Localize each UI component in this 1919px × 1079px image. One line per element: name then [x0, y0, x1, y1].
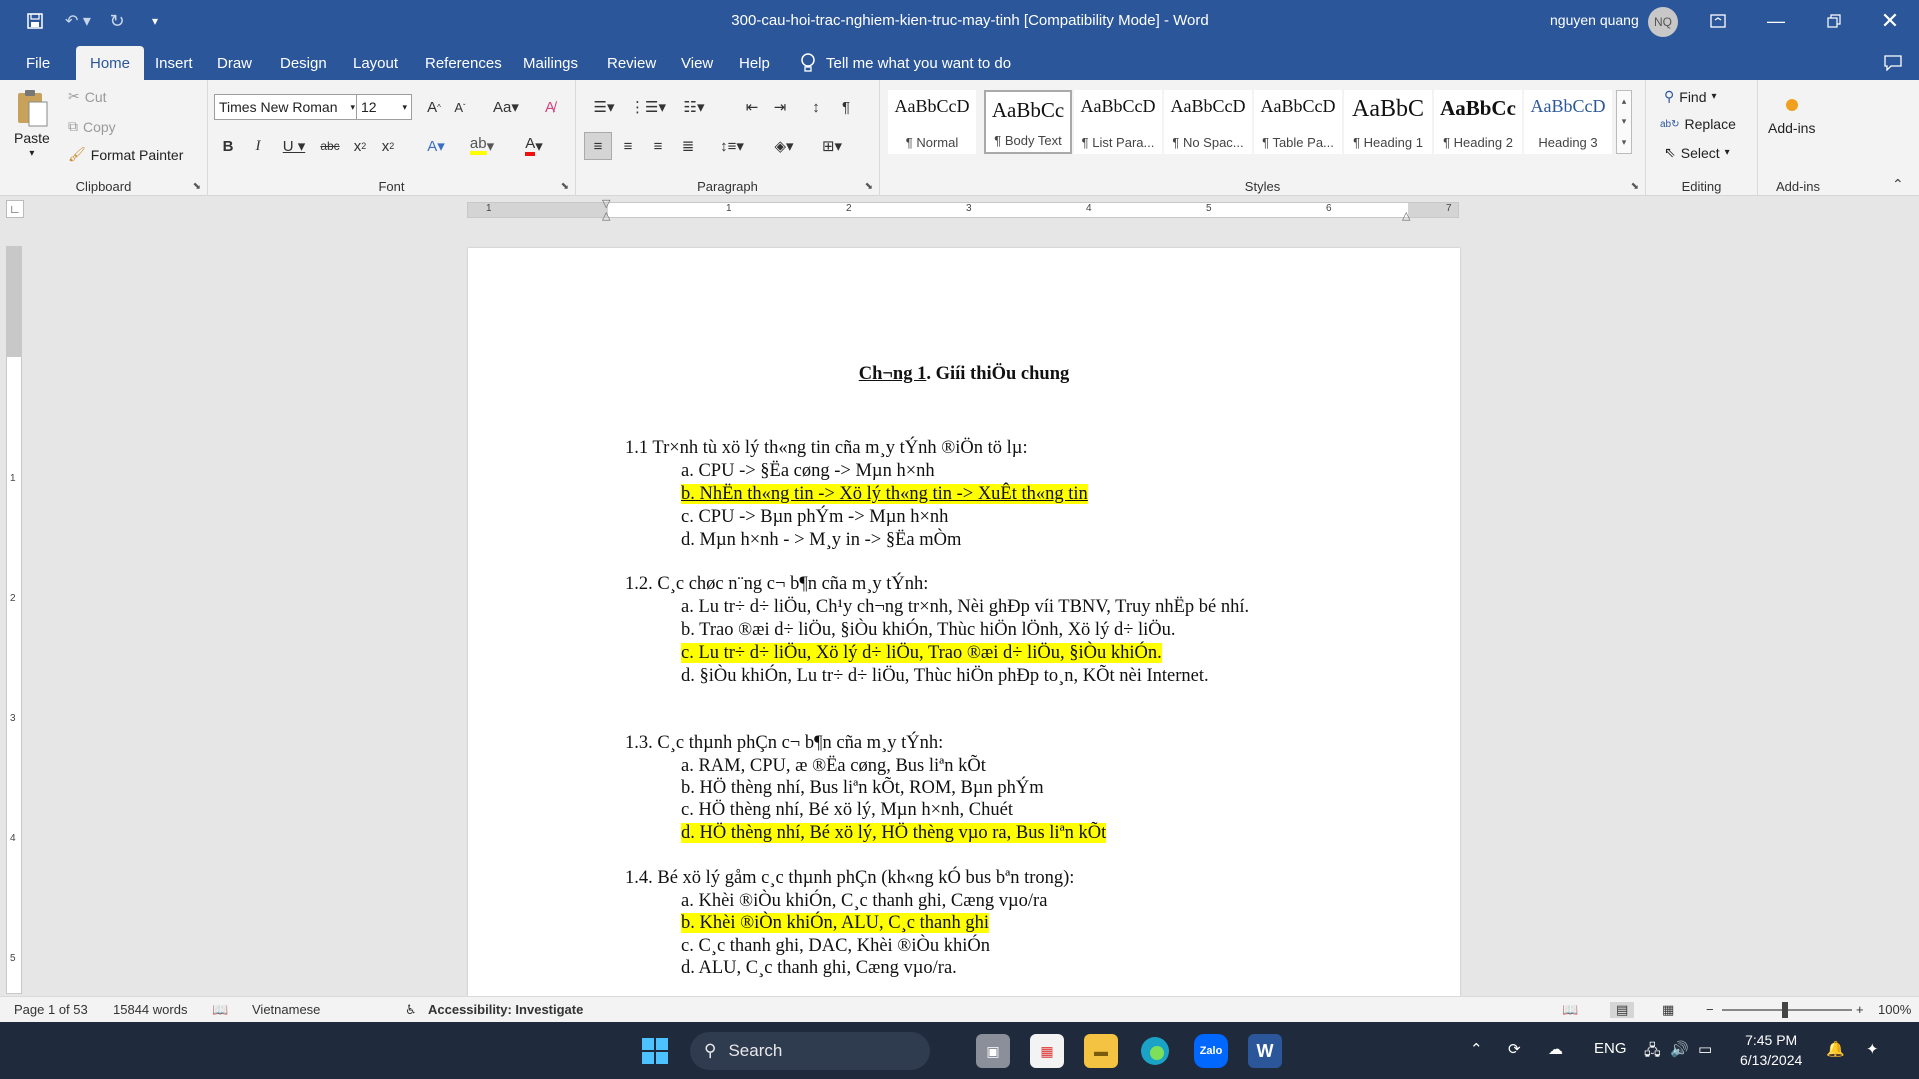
tab-home[interactable]: Home — [76, 46, 144, 80]
battery-icon[interactable]: ▭ — [1698, 1041, 1713, 1058]
tab-view[interactable]: View — [681, 54, 714, 72]
style-body-text[interactable] — [984, 90, 1072, 154]
font-family-value: Times New Roman — [219, 99, 338, 115]
style-preview: AaBbCcD — [1080, 96, 1156, 116]
undo-icon[interactable]: ↶ ▾ — [65, 13, 91, 30]
chapter-number: Ch¬ng 1 — [858, 364, 927, 384]
answer-option: a. Khèi ®iÒu khiÓn, C¸c thanh ghi, Cæng vµo/ra — [681, 891, 1048, 911]
bullets-icon[interactable]: ☰▾ — [593, 99, 615, 116]
align-left-icon[interactable]: ≡ — [584, 132, 612, 160]
scissors-icon: ✂ — [68, 88, 80, 104]
taskbar-search[interactable] — [690, 1032, 930, 1070]
bold-icon[interactable]: B — [222, 137, 234, 155]
style-preview: AaBbCcD — [1530, 96, 1606, 116]
hanging-indent-marker[interactable]: △ — [602, 210, 611, 222]
addins-icon — [1783, 96, 1801, 114]
restore-icon[interactable] — [1806, 0, 1862, 42]
web-layout-icon[interactable]: ▦ — [1662, 1002, 1675, 1017]
paragraph-group-label: Paragraph — [697, 179, 758, 194]
tell-me-box[interactable] — [800, 50, 1011, 76]
accessibility-status[interactable]: Accessibility: Investigate — [428, 1002, 584, 1017]
shading-icon[interactable]: ◈▾ — [774, 138, 794, 155]
ruler-tick: 4 — [10, 833, 16, 844]
chevron-up-icon[interactable]: ▴ — [1621, 95, 1627, 106]
style-name: ¶ Heading 2 — [1443, 135, 1513, 150]
notification-bell-icon[interactable]: 🔔 — [1826, 1041, 1845, 1058]
addins-group — [1758, 80, 1838, 196]
styles-group-label: Styles — [1244, 179, 1281, 194]
answer-option: d. ALU, C¸c thanh ghi, Cæng vµo/ra. — [681, 958, 957, 978]
file-explorer-icon[interactable]: ▬ — [1084, 1034, 1118, 1068]
tell-me-text: Tell me what you want to do — [826, 54, 1012, 72]
style-name: ¶ Table Pa... — [1262, 135, 1334, 150]
styles-group — [880, 80, 1646, 196]
answer-option: a. RAM, CPU, æ ®Ëa cøng, Bus liªn kÕt — [681, 756, 986, 776]
style-preview: AaBbCcD — [894, 96, 970, 116]
tab-selector[interactable]: ∟ — [6, 200, 24, 218]
style-list-paragraph[interactable] — [1074, 90, 1162, 154]
tab-insert[interactable]: Insert — [155, 54, 193, 72]
chapter-title — [468, 364, 1460, 385]
horizontal-ruler[interactable] — [467, 198, 1459, 222]
comments-icon[interactable] — [1870, 46, 1916, 80]
ribbon-display-options-icon[interactable] — [1690, 0, 1746, 42]
paste-label: Paste — [14, 130, 50, 146]
collapse-ribbon-icon[interactable]: ⌃ — [1892, 176, 1904, 192]
font-launcher-icon[interactable]: ⬊ — [560, 181, 569, 192]
style-name: ¶ Body Text — [994, 133, 1062, 148]
style-heading-2[interactable] — [1434, 90, 1522, 154]
copy-icon: ⧉ — [68, 118, 78, 134]
tab-file[interactable]: File — [26, 54, 51, 72]
more-styles-icon[interactable]: ▾ — [1621, 137, 1627, 148]
paintbrush-icon: 🖌 — [68, 146, 86, 162]
tab-references[interactable]: References — [425, 54, 502, 72]
clock-time: 7:45 PM — [1745, 1032, 1798, 1048]
multilevel-list-icon[interactable]: ☷▾ — [683, 99, 705, 116]
replace-icon: ab↻ — [1660, 118, 1680, 130]
edge-icon[interactable] — [1138, 1034, 1172, 1068]
find-button[interactable] — [1664, 88, 1717, 105]
language[interactable]: Vietnamese — [252, 1002, 321, 1017]
window-title: 300-cau-hoi-trac-nghiem-kien-truc-may-tinh [Compatibility Mode] - Word — [731, 12, 1209, 29]
right-indent-marker[interactable]: △ — [1402, 210, 1411, 222]
tab-design[interactable]: Design — [280, 54, 327, 72]
customize-qat-icon[interactable]: ▾ — [151, 14, 159, 28]
style-no-spacing[interactable] — [1164, 90, 1252, 154]
italic-icon[interactable]: I — [255, 137, 261, 154]
cloud-icon[interactable]: ☁ — [1548, 1041, 1563, 1058]
borders-icon[interactable]: ⊞▾ — [821, 138, 843, 155]
chevron-down-icon: ▾ — [402, 101, 407, 112]
task-view-icon[interactable]: ▣ — [976, 1034, 1010, 1068]
highlight-color-icon[interactable]: ab ▾ — [469, 135, 495, 155]
correct-answer: c. Lu tr÷ d÷ liÖu, Xö lý d÷ liÖu, Trao ®æi d÷ liÖu, §iÒu khiÓn. — [681, 643, 1162, 663]
first-line-indent-marker[interactable]: ▽ — [602, 198, 611, 210]
center-icon[interactable]: ≡ — [623, 137, 633, 155]
close-icon[interactable]: ✕ — [1880, 8, 1900, 33]
correct-answer: b. NhËn th«ng tin -> Xö lý th«ng tin -> XuÊt th«ng tin — [681, 484, 1088, 504]
text-effects-icon[interactable]: A▾ — [427, 138, 445, 155]
language-indicator[interactable]: ENG — [1594, 1040, 1627, 1057]
tab-layout[interactable]: Layout — [353, 54, 399, 72]
chevron-down-icon: ▾ — [350, 101, 355, 112]
style-preview: AaBbCc — [991, 98, 1065, 122]
style-normal[interactable] — [888, 90, 976, 154]
chevron-down-icon: ▾ — [1711, 91, 1717, 102]
tab-draw[interactable]: Draw — [217, 54, 253, 72]
align-right-icon[interactable]: ≡ — [653, 137, 663, 155]
superscript-icon[interactable]: x 2 — [381, 137, 395, 155]
tab-review[interactable]: Review — [607, 54, 657, 72]
answer-option: b. HÖ thèng nhí, Bus liªn kÕt, ROM, Bµn phÝm — [681, 778, 1044, 798]
addins-group-label: Add-ins — [1775, 179, 1821, 194]
ruler-tick: 4 — [1086, 203, 1092, 214]
strikethrough-icon[interactable]: abc — [320, 139, 340, 153]
font-color-icon[interactable]: A ▾ — [525, 135, 543, 155]
volume-icon[interactable]: 🔊 — [1670, 1041, 1689, 1058]
word-icon[interactable]: W — [1248, 1034, 1282, 1068]
clock[interactable] — [1740, 1030, 1802, 1070]
search-icon: ⚲ — [704, 1041, 717, 1060]
top-margin-area — [7, 247, 21, 357]
styles-launcher-icon[interactable]: ⬊ — [1630, 181, 1639, 192]
increase-indent-icon[interactable]: ⇥ — [773, 99, 787, 116]
user-name[interactable]: nguyen quang — [1550, 12, 1639, 28]
print-layout-icon[interactable]: ▤ — [1610, 1002, 1634, 1018]
word-count[interactable]: 15844 words — [113, 1002, 188, 1017]
answer-option — [681, 913, 989, 934]
shrink-font-icon[interactable]: A ˇ — [454, 99, 466, 115]
ruler-tick: 2 — [10, 593, 16, 604]
question: 1.1 Tr×nh tù xö lý th«ng tin cña m¸y tÝnh ®iÖn tö lµ: — [625, 438, 1028, 458]
network-icon[interactable]: 🖧 — [1644, 1042, 1661, 1059]
style-preview: AaBbC — [1352, 96, 1424, 122]
format-painter-label: Format Painter — [90, 146, 184, 163]
font-size-value: 12 — [361, 99, 377, 115]
change-case-icon[interactable]: Aa▾ — [493, 99, 519, 116]
style-name: ¶ Normal — [905, 135, 959, 150]
read-mode-icon[interactable]: 📖 — [1562, 1002, 1579, 1017]
cursor-icon: ⇖ — [1664, 144, 1676, 160]
font-size-select[interactable] — [356, 94, 412, 120]
ribbon-tabs — [0, 42, 1919, 80]
copy-label: Copy — [83, 118, 116, 135]
store-icon[interactable]: ▦ — [1030, 1034, 1064, 1068]
styles-scroll[interactable] — [1616, 90, 1632, 154]
addins-label: Add-ins — [1768, 120, 1816, 136]
editing-group-label: Editing — [1681, 179, 1722, 194]
grow-font-icon[interactable]: A ^ — [427, 98, 441, 116]
clipboard-icon — [15, 88, 49, 128]
zoom-slider-thumb[interactable] — [1782, 1002, 1788, 1018]
answer-option — [681, 823, 1106, 844]
select-button[interactable] — [1664, 144, 1730, 161]
title-bar — [0, 0, 1919, 42]
answer-option: c. C¸c thanh ghi, DAC, Khèi ®iÒu khiÓn — [681, 936, 990, 956]
ruler-tick: 3 — [10, 713, 16, 724]
redo-icon[interactable]: ↻ — [109, 10, 125, 31]
style-name: ¶ No Spac... — [1172, 135, 1244, 150]
clear-formatting-icon[interactable]: A̸ — [544, 98, 555, 116]
ruler-tick: 1 — [10, 473, 16, 484]
ruler-tick: 1 — [486, 203, 492, 214]
subscript-icon[interactable]: x 2 — [353, 137, 367, 155]
zalo-icon[interactable]: Zalo — [1194, 1034, 1228, 1068]
copilot-icon[interactable]: ✦ — [1866, 1041, 1879, 1058]
taskbar-search-label: Search — [728, 1041, 783, 1060]
question: 1.4. Bé xö lý gåm c¸c thµnh phÇn (kh«ng kÓ bus bªn trong): — [625, 868, 1075, 888]
answer-option: a. CPU -> §Ëa cøng -> Mµn h×nh — [681, 461, 935, 481]
save-icon[interactable] — [20, 8, 50, 34]
format-painter-button[interactable] — [68, 146, 183, 163]
justify-icon[interactable]: ≣ — [681, 138, 695, 155]
ruler-tick: 2 — [846, 203, 852, 214]
question: 1.3. C¸c thµnh phÇn c¬ b¶n cña m¸y tÝnh: — [625, 733, 944, 753]
answer-option — [681, 484, 1088, 505]
status-bar — [0, 996, 1919, 1022]
zoom-in-icon[interactable]: + — [1856, 1002, 1864, 1017]
page-count[interactable]: Page 1 of 53 — [14, 1002, 88, 1017]
addins-button[interactable] — [1768, 96, 1815, 136]
search-icon: ⚲ — [1664, 88, 1675, 104]
vertical-ruler[interactable] — [6, 246, 22, 994]
question: 1.2. C¸c chøc n¨ng c¬ b¶n cña m¸y tÝnh: — [625, 574, 929, 594]
select-label: Select — [1680, 144, 1720, 161]
paragraph-group — [576, 80, 880, 196]
copy-button[interactable] — [68, 118, 116, 135]
style-name: ¶ Heading 1 — [1353, 135, 1423, 150]
sort-icon[interactable]: ↕ — [812, 98, 820, 116]
replace-label: Replace — [1684, 116, 1736, 132]
style-name: Heading 3 — [1538, 135, 1598, 150]
chevron-down-icon: ▾ — [1724, 147, 1730, 158]
underline-icon[interactable]: U ▾ — [282, 138, 306, 155]
zoom-out-icon[interactable]: − — [1706, 1002, 1714, 1017]
ruler-row — [0, 196, 1919, 222]
answer-option — [681, 643, 1162, 664]
answer-option: b. Trao ®æi d÷ liÖu, §iÒu khiÓn, Thùc hiÖn lÖnh, Xö lý d÷ liÖu. — [681, 620, 1176, 640]
paragraph-launcher-icon[interactable]: ⬊ — [864, 181, 873, 192]
lightbulb-icon — [800, 53, 816, 73]
accessibility-icon[interactable]: ♿ — [405, 1002, 417, 1017]
answer-option: a. Lu tr÷ d÷ liÖu, Ch¹y ch¬ng tr×nh, Nèi ghÐp víi TBNV, Truy nhËp bé nhí. — [681, 597, 1250, 617]
cut-label: Cut — [84, 88, 107, 105]
sync-icon[interactable]: ⟳ — [1508, 1041, 1521, 1058]
correct-answer: b. Khèi ®iÒn khiÓn, ALU, C¸c thanh ghi — [681, 913, 989, 933]
style-preview: AaBbCc — [1440, 96, 1516, 120]
style-name: ¶ List Para... — [1081, 135, 1155, 150]
clipboard-group-label: Clipboard — [75, 179, 132, 194]
ruler-tick: 5 — [1206, 203, 1212, 214]
paste-button[interactable] — [14, 88, 50, 159]
clock-date: 6/13/2024 — [1740, 1052, 1803, 1068]
line-spacing-icon[interactable]: ↕≡▾ — [720, 138, 744, 155]
correct-answer: d. HÖ thèng nhí, Bé xö lý, HÖ thèng vµo ra, Bus liªn kÕt — [681, 823, 1107, 843]
numbering-icon[interactable]: ⋮☰▾ — [630, 99, 666, 116]
chevron-up-icon[interactable]: ⌃ — [1470, 1041, 1483, 1058]
cut-button[interactable] — [68, 88, 107, 105]
ruler-tick: 7 — [1446, 203, 1452, 214]
answer-option: d. §iÒu khiÓn, Lu tr÷ d÷ liÖu, Thùc hiÖn phÐp to¸n, KÕt nèi Internet. — [681, 666, 1209, 686]
avatar[interactable]: NQ — [1648, 7, 1678, 37]
find-label: Find — [1679, 88, 1707, 105]
tab-mailings[interactable]: Mailings — [523, 54, 579, 72]
editing-group — [1646, 80, 1758, 196]
answer-option: c. CPU -> Bµn phÝm -> Mµn h×nh — [681, 507, 949, 527]
proofing-icon[interactable]: 📖 — [212, 1002, 229, 1017]
replace-button[interactable] — [1660, 116, 1736, 132]
style-heading-1[interactable] — [1344, 90, 1432, 154]
chevron-down-icon[interactable]: ▾ — [1621, 116, 1627, 127]
style-preview: AaBbCcD — [1260, 96, 1336, 116]
answer-option: c. HÖ thèng nhí, Bé xö lý, Mµn h×nh, Chuét — [681, 800, 1013, 820]
decrease-indent-icon[interactable]: ⇤ — [745, 99, 759, 116]
show-formatting-marks-icon[interactable]: ¶ — [841, 98, 851, 116]
tab-help[interactable]: Help — [739, 54, 770, 72]
clipboard-group — [0, 80, 208, 196]
style-heading-3[interactable] — [1524, 90, 1612, 154]
font-group — [208, 80, 576, 196]
document-page[interactable] — [468, 248, 1460, 996]
font-family-select[interactable] — [214, 94, 360, 120]
style-preview: AaBbCcD — [1170, 96, 1246, 116]
start-icon[interactable] — [638, 1034, 672, 1068]
answer-option: d. Mµn h×nh - > M¸y in -> §Ëa mÒm — [681, 530, 962, 550]
ruler-tick: 3 — [966, 203, 972, 214]
clipboard-launcher-icon[interactable]: ⬊ — [192, 181, 201, 192]
chapter-name: . Giíi thiÖu chung — [926, 364, 1070, 384]
taskbar — [0, 1022, 1919, 1079]
ruler-tick: 5 — [10, 953, 16, 964]
font-group-label: Font — [378, 179, 405, 194]
zoom-level[interactable]: 100% — [1878, 1002, 1912, 1017]
style-table-paragraph[interactable] — [1254, 90, 1342, 154]
ribbon — [0, 80, 1919, 196]
paste-dropdown-icon[interactable]: ▾ — [29, 148, 35, 159]
minimize-icon[interactable]: — — [1767, 10, 1785, 31]
ruler-tick: 6 — [1326, 203, 1332, 214]
ruler-tick: 1 — [726, 203, 732, 214]
